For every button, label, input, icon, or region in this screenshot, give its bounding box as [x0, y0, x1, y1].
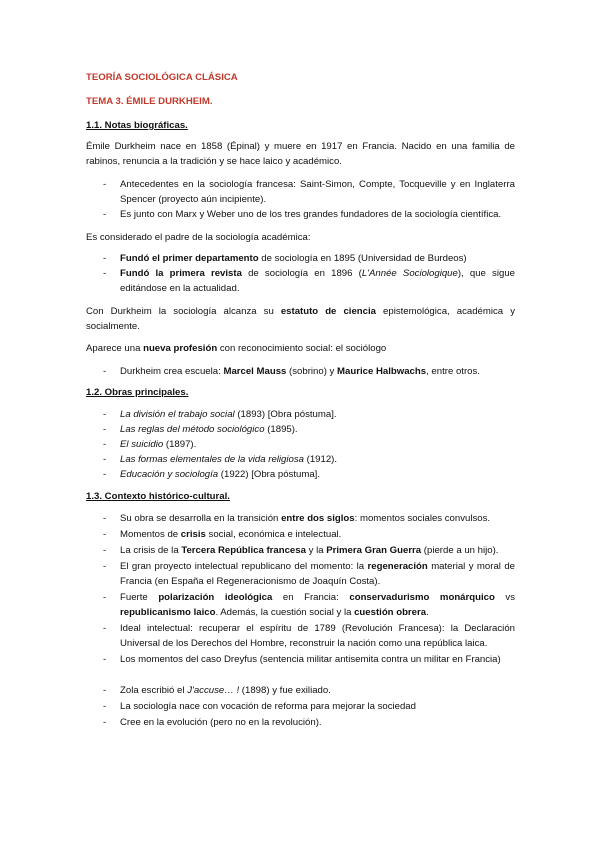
- bold-text: Fundó la primera revista: [120, 268, 242, 279]
- list-item-text: [120, 683, 515, 698]
- list-item-text: Los momentos del caso Dreyfus (sentencia militar antisemita contra un militar en Francia): [120, 654, 501, 665]
- text: (sobrino) y: [286, 366, 338, 377]
- text: , entre otros.: [426, 366, 480, 377]
- section-heading-obras: 1.2. Obras principales.: [86, 387, 189, 398]
- bold-text: Tercera República francesa: [181, 545, 306, 556]
- text: Momentos de: [120, 529, 181, 540]
- bold-text: Primera Gran Guerra: [326, 545, 422, 556]
- text: .: [426, 607, 429, 618]
- text: de sociología en 1895 (Universidad de Burdeos): [258, 253, 467, 264]
- text: (pierde a un hijo).: [421, 545, 499, 556]
- text: Con Durkheim la sociología alcanza su: [86, 306, 281, 317]
- text: : momentos sociales convulsos.: [354, 513, 491, 524]
- text: Zola escribió el: [120, 685, 188, 696]
- topic-title: TEMA 3. ÉMILE DURKHEIM.: [86, 96, 213, 107]
- bold-text: regeneración: [367, 561, 428, 572]
- bold-text: Marcel Mauss: [223, 366, 287, 377]
- text: (1897).: [163, 439, 197, 450]
- text: (1895).: [264, 424, 298, 435]
- bold-text: estatuto de ciencia: [280, 306, 376, 317]
- work-title: El suicidio: [120, 439, 164, 450]
- section-heading-biografia: 1.1. Notas biográficas.: [86, 120, 188, 131]
- list-item-text: [120, 364, 515, 379]
- list-item-text: [120, 467, 515, 482]
- work-title: Las formas elementales de la vida religiosa: [120, 454, 304, 465]
- text: Aparece una: [86, 343, 144, 354]
- bullet-dash: -: [103, 179, 107, 190]
- list-item-text: [120, 437, 515, 452]
- bullet-dash: -: [103, 592, 107, 603]
- text: (1893) [Obra póstuma].: [234, 409, 337, 420]
- list-item-text: [120, 452, 515, 467]
- bullet-dash: -: [103, 253, 107, 264]
- bold-text: republicanismo laico: [120, 607, 216, 618]
- text: ), que sigue editándose en la actualidad.: [120, 268, 515, 294]
- text: con reconocimiento social: el sociólogo: [217, 343, 387, 354]
- bold-text: nueva profesión: [143, 343, 218, 354]
- bullet-dash: -: [103, 545, 107, 556]
- list-item-text: [120, 559, 515, 589]
- course-title: TEORÍA SOCIOLÓGICA CLÁSICA: [86, 72, 238, 83]
- bold-text: cuestión obrera: [354, 607, 427, 618]
- text: El gran proyecto intelectual republicano del momento: la: [120, 561, 368, 572]
- text: social, económica e intelectual.: [205, 529, 342, 540]
- text: Durkheim crea escuela:: [120, 366, 224, 377]
- bullet-dash: -: [103, 409, 107, 420]
- text: La crisis de la: [120, 545, 182, 556]
- paragraph-estatuto: [86, 304, 515, 334]
- text: Su obra se desarrolla en la transición: [120, 513, 282, 524]
- list-item-text: Antecedentes en la sociología francesa: Saint-Simon, Compte, Tocqueville y en Inglaterra Spencer (proyecto aún incipiente).: [120, 179, 515, 205]
- bullet-dash: -: [103, 469, 107, 480]
- text: vs: [494, 592, 516, 603]
- italic-text: J'accuse… !: [187, 685, 240, 696]
- bullet-dash: -: [103, 513, 107, 524]
- list-item-text: [120, 266, 515, 296]
- italic-text: L'Année Sociologique: [361, 268, 458, 279]
- bullet-dash: -: [103, 529, 107, 540]
- bullet-dash: -: [103, 717, 107, 728]
- work-title: La división el trabajo social: [120, 409, 235, 420]
- list-item-text: Ideal intelectual: recuperar el espíritu de 1789 (Revolución Francesa): la Declaración Universal de los Derechos del Hombre, reconstruir la nación como una república laica.: [120, 623, 515, 649]
- list-item-text: [120, 527, 515, 542]
- bullet-dash: -: [103, 654, 107, 665]
- bullet-dash: -: [103, 623, 107, 634]
- bullet-dash: -: [103, 268, 107, 279]
- list-item-text: [120, 543, 515, 558]
- bold-text: crisis: [180, 529, 206, 540]
- work-title: Las reglas del método sociológico: [120, 424, 265, 435]
- list-item-text: [120, 422, 515, 437]
- text: de sociología en 1896 (: [241, 268, 362, 279]
- paragraph-profesion: [86, 341, 515, 356]
- text: (1898) y fue exiliado.: [239, 685, 331, 696]
- section-heading-contexto: 1.3. Contexto histórico-cultural.: [86, 491, 230, 502]
- list-item-text: [120, 511, 515, 526]
- bullet-dash: -: [103, 366, 107, 377]
- bold-text: entre dos siglos: [281, 513, 355, 524]
- bullet-dash: -: [103, 685, 107, 696]
- paragraph-intro: Émile Durkheim nace en 1858 (Épinal) y muere en 1917 en Francia. Nacido en una familia de rabinos, renuncia a la tradición y se hace laico y académico.: [86, 141, 515, 167]
- bullet-dash: -: [103, 561, 107, 572]
- text: (1922) [Obra póstuma].: [218, 469, 320, 480]
- bold-text: Fundó el primer departamento: [120, 253, 259, 264]
- list-item-text: La sociología nace con vocación de reforma para mejorar la sociedad: [120, 701, 416, 712]
- paragraph-padre: Es considerado el padre de la sociología académica:: [86, 232, 311, 243]
- text: y la: [305, 545, 327, 556]
- list-item-text: [120, 407, 515, 422]
- bullet-dash: -: [103, 209, 107, 220]
- bullet-dash: -: [103, 701, 107, 712]
- list-item-text: [120, 590, 515, 620]
- bullet-dash: -: [103, 424, 107, 435]
- bullet-dash: -: [103, 439, 107, 450]
- bold-text: Maurice Halbwachs: [337, 366, 427, 377]
- list-item-text: Es junto con Marx y Weber uno de los tres grandes fundadores de la sociología científica.: [120, 209, 502, 220]
- list-item-text: [120, 251, 515, 266]
- text: material y moral de Francia (en España el Regeneracionismo de Joaquín Costa).: [120, 561, 515, 587]
- work-title: Educación y sociología: [120, 469, 219, 480]
- list-item-text: Cree en la evolución (pero no en la revolución).: [120, 717, 322, 728]
- bold-text: conservadurismo monárquico: [349, 592, 495, 603]
- bold-text: polarización ideológica: [158, 592, 273, 603]
- text: (1912).: [303, 454, 338, 465]
- text: . Además, la cuestión social y la: [215, 607, 355, 618]
- text: epistemológica, académica y socialmente.: [86, 306, 515, 332]
- text: en Francia:: [272, 592, 350, 603]
- text: Fuerte: [120, 592, 159, 603]
- bullet-dash: -: [103, 454, 107, 465]
